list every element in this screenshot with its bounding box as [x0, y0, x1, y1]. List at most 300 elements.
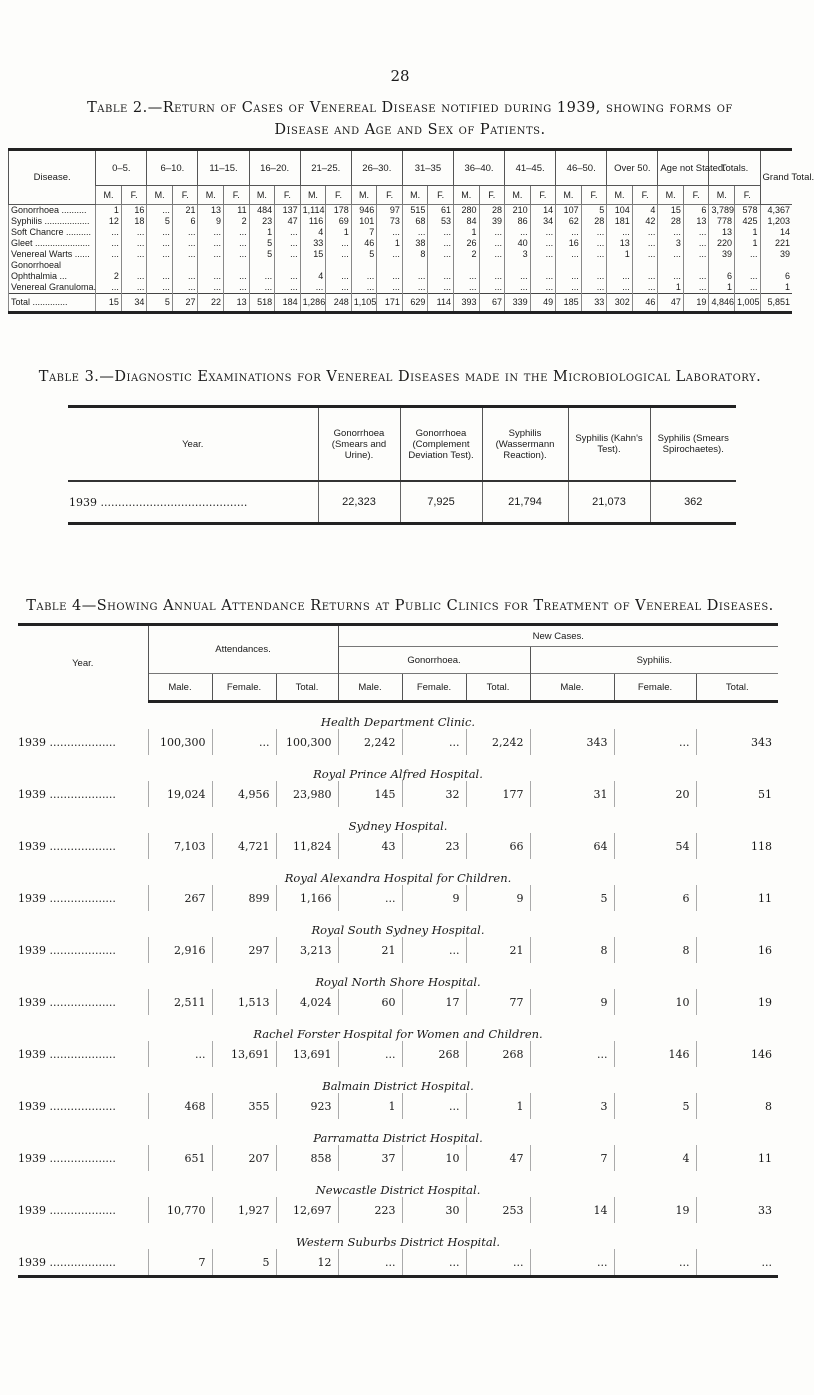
table2-sex-female-header: F.	[377, 186, 403, 205]
table2-row	[9, 260, 793, 271]
table4-sub-header: Total.	[696, 674, 778, 702]
table4-cell: 5	[530, 885, 614, 911]
table4-cell: 77	[466, 989, 530, 1015]
table2-cell: ...	[683, 282, 709, 294]
table2-cell: ...	[505, 282, 531, 294]
table2-header-cell: 36–40.	[453, 150, 504, 186]
table2-cell: ...	[658, 227, 684, 238]
table4-cell: ...	[338, 885, 402, 911]
table4-cell: 1,927	[212, 1197, 276, 1223]
table4-cell: 13,691	[276, 1041, 338, 1067]
table2-cell: 3,789	[709, 205, 735, 217]
table4-cell: 297	[212, 937, 276, 963]
table4-cell: 23	[402, 833, 466, 859]
table4-cell: 43	[338, 833, 402, 859]
table2-header-cell: 46–50.	[556, 150, 607, 186]
table2-cell: ...	[249, 271, 275, 282]
table4-hospital-name-row	[18, 859, 778, 885]
table2-cell: ...	[172, 227, 198, 238]
table4-cell: 3,213	[276, 937, 338, 963]
table2-cell	[530, 260, 556, 271]
table2-cell: 5	[249, 238, 275, 249]
table2-cell: ...	[530, 249, 556, 260]
table2-cell: 34	[530, 216, 556, 227]
table2-cell: ...	[402, 227, 428, 238]
table2-total-cell: 15	[96, 294, 122, 313]
table2-total-cell: 4,846	[709, 294, 735, 313]
table2-row	[9, 249, 793, 260]
table2-cell: 2	[96, 271, 122, 282]
table2-cell: 15	[658, 205, 684, 217]
table4-hospital-name: Rachel Forster Hospital for Women and Children.	[253, 1027, 543, 1041]
table2-cell	[453, 260, 479, 271]
table4-cell: 9	[466, 885, 530, 911]
table2-cell: ...	[275, 282, 301, 294]
table4-cell: 31	[530, 781, 614, 807]
table2-cell: ...	[96, 249, 122, 260]
table2-header-cell: Age not Stated.	[658, 150, 709, 186]
table2-cell: ...	[479, 227, 505, 238]
table2-total-cell: 5,851	[760, 294, 792, 313]
table2-cell	[147, 260, 173, 271]
table4-cell: 23,980	[276, 781, 338, 807]
table2-cell: 5	[147, 216, 173, 227]
table2-cell: ...	[147, 282, 173, 294]
table4-cell: 253	[466, 1197, 530, 1223]
table4-cell: 146	[614, 1041, 696, 1067]
table2-cell: ...	[198, 249, 224, 260]
table4-data-row	[18, 1041, 778, 1067]
table2-cell	[734, 260, 760, 271]
table2-disease-label: Gonorrhoea ..........	[9, 205, 96, 217]
table2-sex-female-header: F.	[224, 186, 250, 205]
table4-cell: 1,513	[212, 989, 276, 1015]
table4-hospital-name-row	[18, 1223, 778, 1249]
table2-sex-male-header: M.	[453, 186, 479, 205]
table2-cell: 4	[300, 227, 326, 238]
table2-cell: ...	[453, 271, 479, 282]
table4-cell: ...	[696, 1249, 778, 1277]
table2-total-cell: 5	[147, 294, 173, 313]
table2-cell: 13	[683, 216, 709, 227]
table2-cell	[326, 260, 352, 271]
table4-gonorrhoea-header: Gonorrhoea.	[338, 647, 530, 674]
table2-cell: 101	[351, 216, 377, 227]
table2-cell: ...	[96, 227, 122, 238]
table2-cell: ...	[275, 271, 301, 282]
table2-cell: ...	[428, 249, 454, 260]
table2-cell: 116	[300, 216, 326, 227]
table2-cell: ...	[172, 249, 198, 260]
table2-cell: 578	[734, 205, 760, 217]
table2-total-cell: 518	[249, 294, 275, 313]
table2-sex-male-header: M.	[96, 186, 122, 205]
table4-data-row	[18, 729, 778, 755]
table4-cell: ...	[402, 729, 466, 755]
table4-cell: 54	[614, 833, 696, 859]
table2-cell: ...	[326, 282, 352, 294]
table2-cell	[275, 260, 301, 271]
table4-cell: 923	[276, 1093, 338, 1119]
table2-total-row	[9, 294, 793, 313]
table2-cell: 5	[249, 249, 275, 260]
table2-cell	[632, 260, 658, 271]
table4-cell: ...	[212, 729, 276, 755]
table2-header-cell: Disease.	[9, 150, 96, 205]
table2-cell: ...	[147, 227, 173, 238]
table2-header-cell: Over 50.	[607, 150, 658, 186]
table2-cell: ...	[479, 238, 505, 249]
table2-disease-label: Venereal Warts ......	[9, 249, 96, 260]
table2-cell: 210	[505, 205, 531, 217]
table4-hospital-name: Balmain District Hospital.	[322, 1079, 474, 1093]
table2-cell: ...	[683, 271, 709, 282]
table4-hospital-name: Royal Alexandra Hospital for Children.	[284, 871, 512, 885]
table4-cell: ...	[530, 1041, 614, 1067]
table2-cell: ...	[581, 249, 607, 260]
table2-cell: ...	[224, 282, 250, 294]
table4-cell: 14	[530, 1197, 614, 1223]
table2-title: Table 2.—Return of Cases of Venereal Disease notified during 1939, showing forms of Disease and Age and Sex of Patients.	[87, 100, 733, 138]
table4-sub-header: Total.	[466, 674, 530, 702]
table4-hospital-name: Royal South Sydney Hospital.	[311, 923, 485, 937]
table2-header-cell: Totals.	[709, 150, 760, 186]
table4-cell: 1,166	[276, 885, 338, 911]
table4-hospital-name-row	[18, 807, 778, 833]
table4-cell: 12,697	[276, 1197, 338, 1223]
table2-total-cell: 393	[453, 294, 479, 313]
table2-total-cell: 13	[224, 294, 250, 313]
table2-total-cell: 22	[198, 294, 224, 313]
table2-cell: 13	[198, 205, 224, 217]
table4-cell: 64	[530, 833, 614, 859]
table2-cell: ...	[734, 249, 760, 260]
table2-cell: 16	[556, 238, 582, 249]
table2-cell: ...	[428, 238, 454, 249]
table2-cell: 2	[453, 249, 479, 260]
table2-total-cell: 27	[172, 294, 198, 313]
table2-sex-male-header: M.	[147, 186, 173, 205]
table2-total-cell: 339	[505, 294, 531, 313]
table2-sex-male-header: M.	[709, 186, 735, 205]
table4-cell: 60	[338, 989, 402, 1015]
table4-cell: 37	[338, 1145, 402, 1171]
table2-cell: 1	[760, 282, 792, 294]
table2-cell	[198, 260, 224, 271]
table2-header-cell: 11–15.	[198, 150, 249, 186]
table2-cell: ...	[402, 271, 428, 282]
table4-sub-header: Male.	[148, 674, 212, 702]
table4-sub-header: Male.	[338, 674, 402, 702]
table4-cell: 10,770	[148, 1197, 212, 1223]
table4-data-row	[18, 1197, 778, 1223]
table4-cell: 5	[614, 1093, 696, 1119]
table4-hospital-name-row	[18, 911, 778, 937]
table4-sub-header: Female.	[212, 674, 276, 702]
table4-hospital-name: Royal Prince Alfred Hospital.	[313, 767, 483, 781]
table2-cell: ...	[556, 271, 582, 282]
table2-cell: ...	[581, 282, 607, 294]
table2-cell: ...	[172, 282, 198, 294]
table2-cell: 39	[479, 216, 505, 227]
table4-cell: 8	[614, 937, 696, 963]
table2-sex-female-header: F.	[172, 186, 198, 205]
table2-cell: 28	[479, 205, 505, 217]
table4-syphilis-header: Syphilis.	[530, 647, 778, 674]
table4-cell: 17	[402, 989, 466, 1015]
table2-sex-male-header: M.	[556, 186, 582, 205]
table4-hospital-name: Newcastle District Hospital.	[315, 1183, 481, 1197]
table2-cell: ...	[505, 271, 531, 282]
table2-cell	[300, 260, 326, 271]
table2-cell: ...	[556, 227, 582, 238]
table2-sex-male-header: M.	[249, 186, 275, 205]
table4-cell: 7,103	[148, 833, 212, 859]
table2-cell: 13	[709, 227, 735, 238]
table2-sex-male-header: M.	[607, 186, 633, 205]
table4-hospital-name-row	[18, 1171, 778, 1197]
table2-cell: ...	[530, 227, 556, 238]
table2-cell: ...	[198, 227, 224, 238]
table3-cell: 21,073	[568, 481, 650, 524]
table4-data-row	[18, 781, 778, 807]
table2-cell: ...	[556, 282, 582, 294]
table2-cell: ...	[326, 249, 352, 260]
table2-cell: 1	[377, 238, 403, 249]
table2-cell: 6	[709, 271, 735, 282]
table2-cell	[377, 260, 403, 271]
table4-cell: 8	[530, 937, 614, 963]
table3-header-cell: Syphilis (Wassermann Reaction).	[482, 407, 568, 482]
table4-year-cell: 1939 ...................	[18, 1249, 148, 1277]
table2-cell: ...	[249, 282, 275, 294]
table2-cell: ...	[607, 282, 633, 294]
table3-cell: 21,794	[482, 481, 568, 524]
table2-row	[9, 216, 793, 227]
table4-cell: 5	[212, 1249, 276, 1277]
table2-header-cell: 21–25.	[300, 150, 351, 186]
table4-cell: 32	[402, 781, 466, 807]
table4-cell: 3	[530, 1093, 614, 1119]
table2-cell: 1	[734, 227, 760, 238]
table2-cell: ...	[683, 249, 709, 260]
table2-cell: 4	[632, 205, 658, 217]
table2-cell: ...	[658, 249, 684, 260]
table2-cell: ...	[351, 271, 377, 282]
table2-cell: ...	[147, 271, 173, 282]
table4-cell: ...	[338, 1041, 402, 1067]
table4-cell: 100,300	[148, 729, 212, 755]
table2-cell: 3	[658, 238, 684, 249]
table2-cell: 14	[530, 205, 556, 217]
table2-total-cell: 1,105	[351, 294, 377, 313]
table2-cell: ...	[172, 271, 198, 282]
table4-cell: 19	[696, 989, 778, 1015]
table2-cell	[709, 260, 735, 271]
table4-cell: 223	[338, 1197, 402, 1223]
table4-title: Table 4—Showing Annual Attendance Returns at Public Clinics for Treatment of Venereal Diseases.	[26, 598, 774, 614]
table4-data-row	[18, 1249, 778, 1277]
table2-cell: 1,114	[300, 205, 326, 217]
table2	[8, 148, 814, 314]
table4-cell: 30	[402, 1197, 466, 1223]
table2-cell	[249, 260, 275, 271]
table2-total-cell: 19	[683, 294, 709, 313]
table2-cell: ...	[121, 238, 147, 249]
table4-cell: 899	[212, 885, 276, 911]
table2-cell: 4	[300, 271, 326, 282]
table2-cell: 47	[275, 216, 301, 227]
table2-header-cell: 26–30.	[351, 150, 402, 186]
table4-year-cell: 1939 ...................	[18, 1047, 116, 1061]
table2-cell: ...	[734, 282, 760, 294]
table2-total-cell: 185	[556, 294, 582, 313]
table2-cell: ...	[198, 238, 224, 249]
table2-sex-female-header: F.	[581, 186, 607, 205]
table2-total-cell: 33	[581, 294, 607, 313]
table2-cell: ...	[428, 271, 454, 282]
table2-total-cell: 302	[607, 294, 633, 313]
table4-cell: 858	[276, 1145, 338, 1171]
table4-hospital-name-row	[18, 1119, 778, 1145]
table2-cell: 39	[709, 249, 735, 260]
table2-cell: 6	[760, 271, 792, 282]
table4-cell: 4,721	[212, 833, 276, 859]
table4-cell: ...	[402, 1093, 466, 1119]
table4-cell: 12	[276, 1249, 338, 1277]
table4-data-row	[18, 1093, 778, 1119]
table2-cell	[607, 260, 633, 271]
table3-header-cell: Gonorrhoea (Complement Deviation Test).	[400, 407, 482, 482]
table2-cell: 220	[709, 238, 735, 249]
table2-total-cell: 1,005	[734, 294, 760, 313]
table2-total-cell: 171	[377, 294, 403, 313]
table2-total-cell: 49	[530, 294, 556, 313]
table4-cell: 651	[148, 1145, 212, 1171]
table2-cell: 1	[326, 227, 352, 238]
table2-sex-female-header: F.	[479, 186, 505, 205]
table4-cell: 11	[696, 1145, 778, 1171]
table4-cell: 267	[148, 885, 212, 911]
table4-cell: 177	[466, 781, 530, 807]
table4-year-cell: 1939 ...................	[18, 787, 116, 801]
table4-hospital-name-row	[18, 755, 778, 781]
table2-total-cell: 184	[275, 294, 301, 313]
table4-year-cell: 1939 ...................	[18, 1151, 116, 1165]
table2-cell: 3	[505, 249, 531, 260]
table4-cell: 4	[614, 1145, 696, 1171]
table2-cell: ...	[275, 249, 301, 260]
table4-cell: 47	[466, 1145, 530, 1171]
table2-disease-label: Gleet ......................	[9, 238, 96, 249]
table2-cell: 1	[658, 282, 684, 294]
table2-cell: ...	[147, 249, 173, 260]
table2-cell: ...	[402, 282, 428, 294]
table2-header-cell: 0–5.	[96, 150, 147, 186]
table2-sex-female-header: F.	[428, 186, 454, 205]
table2-cell: ...	[632, 282, 658, 294]
table4-cell: ...	[148, 1041, 212, 1067]
table2-cell	[96, 260, 122, 271]
table2-cell	[581, 260, 607, 271]
table2-cell: ...	[632, 271, 658, 282]
table2-cell: 1	[709, 282, 735, 294]
table2-sex-male-header: M.	[198, 186, 224, 205]
table4-year-header: Year.	[18, 625, 148, 702]
table2-cell: ...	[632, 227, 658, 238]
table2-cell: 1	[734, 238, 760, 249]
table4-sub-header: Total.	[276, 674, 338, 702]
table2-header-cell: 16–20.	[249, 150, 300, 186]
table2-cell: ...	[453, 282, 479, 294]
table2-cell: ...	[326, 238, 352, 249]
table2-sex-male-header: M.	[505, 186, 531, 205]
table2-cell	[556, 260, 582, 271]
table2-cell: ...	[121, 249, 147, 260]
table2-cell: 12	[96, 216, 122, 227]
table4-cell: 2,242	[466, 729, 530, 755]
table2-cell: 26	[453, 238, 479, 249]
table2-total-cell: 248	[326, 294, 352, 313]
table4-hospital-name: Health Department Clinic.	[320, 715, 476, 729]
table2-cell: ...	[428, 227, 454, 238]
table2-cell: 73	[377, 216, 403, 227]
table2-cell: ...	[198, 282, 224, 294]
table2-cell: 181	[607, 216, 633, 227]
table3-cell: 362	[650, 481, 736, 524]
table2-cell: ...	[530, 282, 556, 294]
table2-cell: 8	[402, 249, 428, 260]
table2-cell: ...	[224, 249, 250, 260]
table2-cell: 33	[300, 238, 326, 249]
table4-cell: ...	[466, 1249, 530, 1277]
table2-cell: 53	[428, 216, 454, 227]
table3-cell: 1939 ..........................................	[68, 481, 318, 524]
table2-cell: ...	[581, 227, 607, 238]
table2-cell: 5	[351, 249, 377, 260]
table4-cell: 11	[696, 885, 778, 911]
table2-cell: ...	[121, 271, 147, 282]
table2-cell: ...	[351, 282, 377, 294]
table4-cell: 4,024	[276, 989, 338, 1015]
page-number: 28	[390, 67, 410, 85]
table2-header-cell: Grand Total.	[760, 150, 792, 205]
table2-cell: ...	[326, 271, 352, 282]
table2-disease-label: Gonorrhoeal	[9, 260, 96, 271]
table2-cell: 69	[326, 216, 352, 227]
table2-cell: ...	[632, 238, 658, 249]
table4-cell: 8	[696, 1093, 778, 1119]
table2-cell: ...	[172, 238, 198, 249]
table4-cell: 145	[338, 781, 402, 807]
table2-cell: 23	[249, 216, 275, 227]
table2-cell: ...	[224, 271, 250, 282]
table2-cell: 39	[760, 249, 792, 260]
table2-cell: 484	[249, 205, 275, 217]
table2-cell: 4,367	[760, 205, 792, 217]
table2-cell: ...	[121, 282, 147, 294]
table4-hospital-name: Sydney Hospital.	[348, 819, 448, 833]
table2-cell	[658, 260, 684, 271]
table2-cell: ...	[147, 205, 173, 217]
table4-cell: 6	[614, 885, 696, 911]
table2-cell: 15	[300, 249, 326, 260]
table2-cell: 104	[607, 205, 633, 217]
table4-year-cell: 1939 ...................	[18, 839, 116, 853]
table4-cell: 9	[402, 885, 466, 911]
table2-sex-male-header: M.	[658, 186, 684, 205]
table2-row	[9, 227, 793, 238]
